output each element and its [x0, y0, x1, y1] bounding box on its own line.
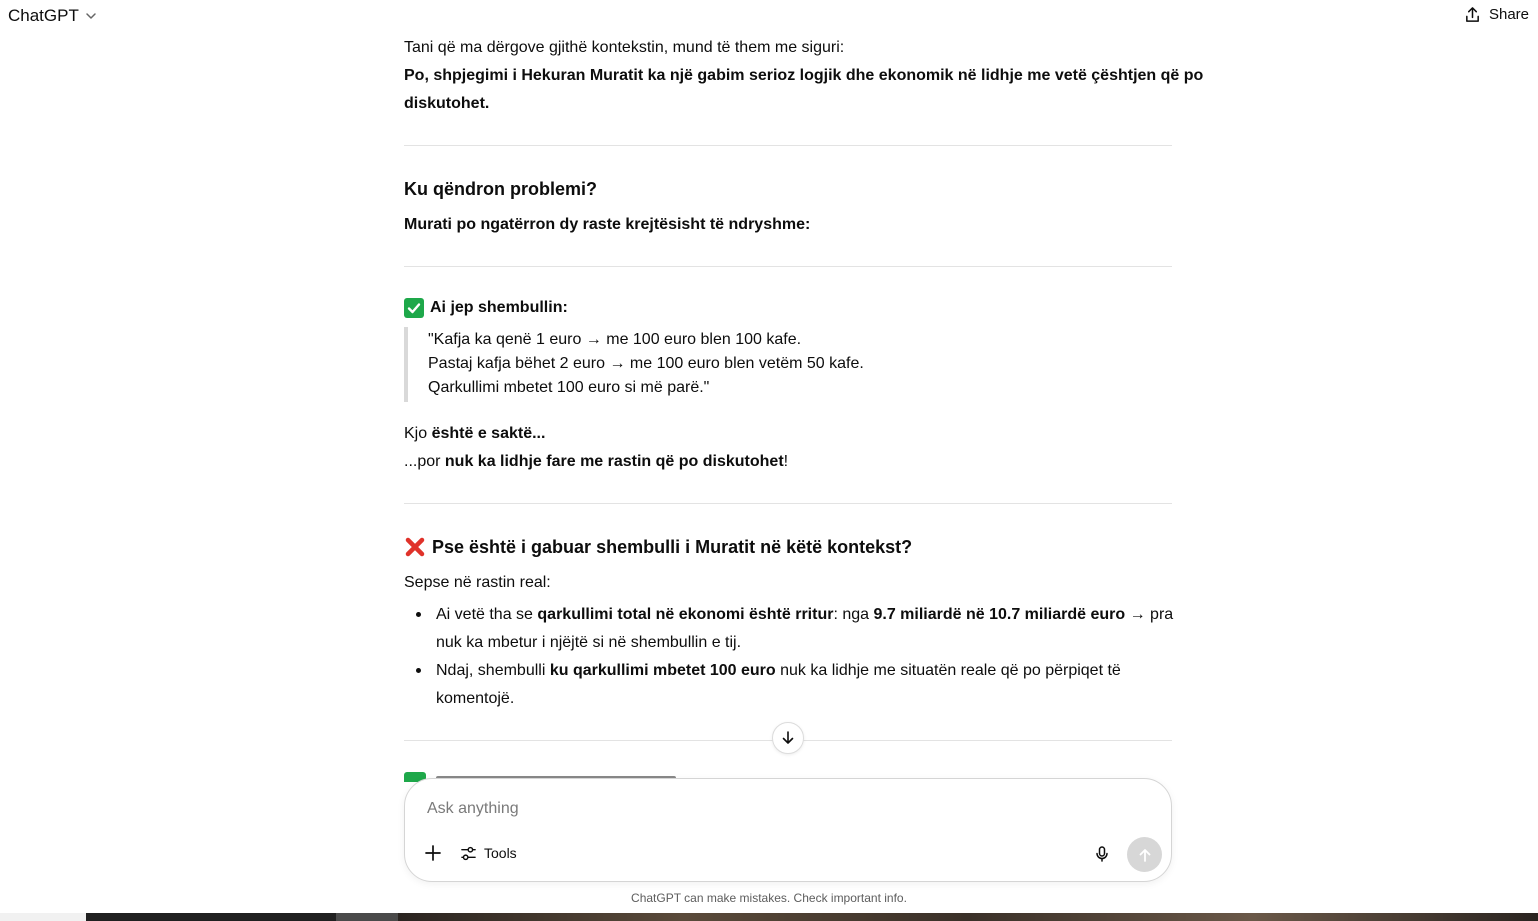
dictate-button[interactable] — [1091, 843, 1113, 865]
heading-wrong-text: Pse është i gabuar shembulli i Muratit në këtë kontekst? — [432, 537, 913, 557]
correct-prefix: Kjo — [404, 425, 432, 442]
composer — [404, 778, 1172, 882]
but-prefix: ...por — [404, 453, 445, 470]
heading-wrong — [404, 533, 912, 561]
divider — [404, 266, 1172, 267]
disclaimer-text: ChatGPT can make mistakes. Check important info. — [631, 891, 907, 905]
divider — [404, 503, 1172, 504]
quote-line: "Kafja ka qenë 1 euro → me 100 euro blen 100 kafe. — [428, 331, 802, 348]
arrow-down-icon — [780, 730, 796, 746]
but-suffix: ! — [783, 453, 789, 470]
top-bar — [0, 0, 1538, 34]
heading-example — [404, 294, 568, 322]
intro-text: Tani që ma dërgove gjithë kontekstin, mund të them me siguri: — [404, 39, 845, 56]
share-button[interactable] — [1464, 6, 1529, 23]
chevron-down-icon — [85, 10, 97, 22]
claim-line-1: Po, shpjegimi i Hekuran Muratit ka një gabim serioz logjik dhe ekonomik në lidhje me vetë çështjen që po — [404, 67, 1204, 84]
tools-button[interactable] — [460, 841, 517, 865]
but-bold: nuk ka lidhje fare me rastin që po diskutohet — [444, 453, 784, 470]
heading-example-text: Ai jep shembullin: — [430, 299, 568, 316]
microphone-icon — [1093, 845, 1111, 863]
share-label: Share — [1488, 6, 1529, 23]
sliders-icon — [460, 845, 477, 862]
model-label: ChatGPT — [8, 6, 79, 25]
check-mark-emoji-icon — [404, 298, 424, 318]
example-blockquote — [404, 327, 1008, 402]
real-case-text: Sepse në rastin real: — [404, 574, 551, 591]
send-button[interactable] — [1127, 837, 1162, 872]
prompt-input[interactable] — [425, 793, 1069, 825]
confuses-text: Murati po ngatërron dy raste krejtësisht të ndryshme: — [404, 216, 811, 233]
quote-line: Qarkullimi mbetet 100 euro si më parë." — [428, 379, 710, 396]
add-attachment-button[interactable] — [421, 841, 445, 865]
cross-mark-emoji-icon — [404, 536, 426, 558]
quote-line: Pastaj kafja bëhet 2 euro → me 100 euro blen vetëm 50 kafe. — [428, 355, 864, 372]
heading-problem — [404, 175, 597, 203]
correct-bold: është e saktë... — [431, 425, 546, 442]
plus-icon — [424, 844, 442, 862]
scroll-to-bottom-button[interactable] — [772, 722, 804, 754]
heading-problem-text: Ku qëndron problemi? — [404, 179, 597, 199]
but-text — [404, 448, 788, 476]
arrow-up-icon — [1137, 847, 1153, 863]
divider — [404, 145, 1172, 146]
os-taskbar — [0, 913, 1538, 921]
model-selector[interactable] — [8, 6, 97, 26]
tools-label: Tools — [484, 845, 517, 861]
share-icon — [1464, 6, 1481, 23]
claim-line-2: diskutohet. — [404, 95, 490, 112]
correct-text — [404, 420, 545, 448]
